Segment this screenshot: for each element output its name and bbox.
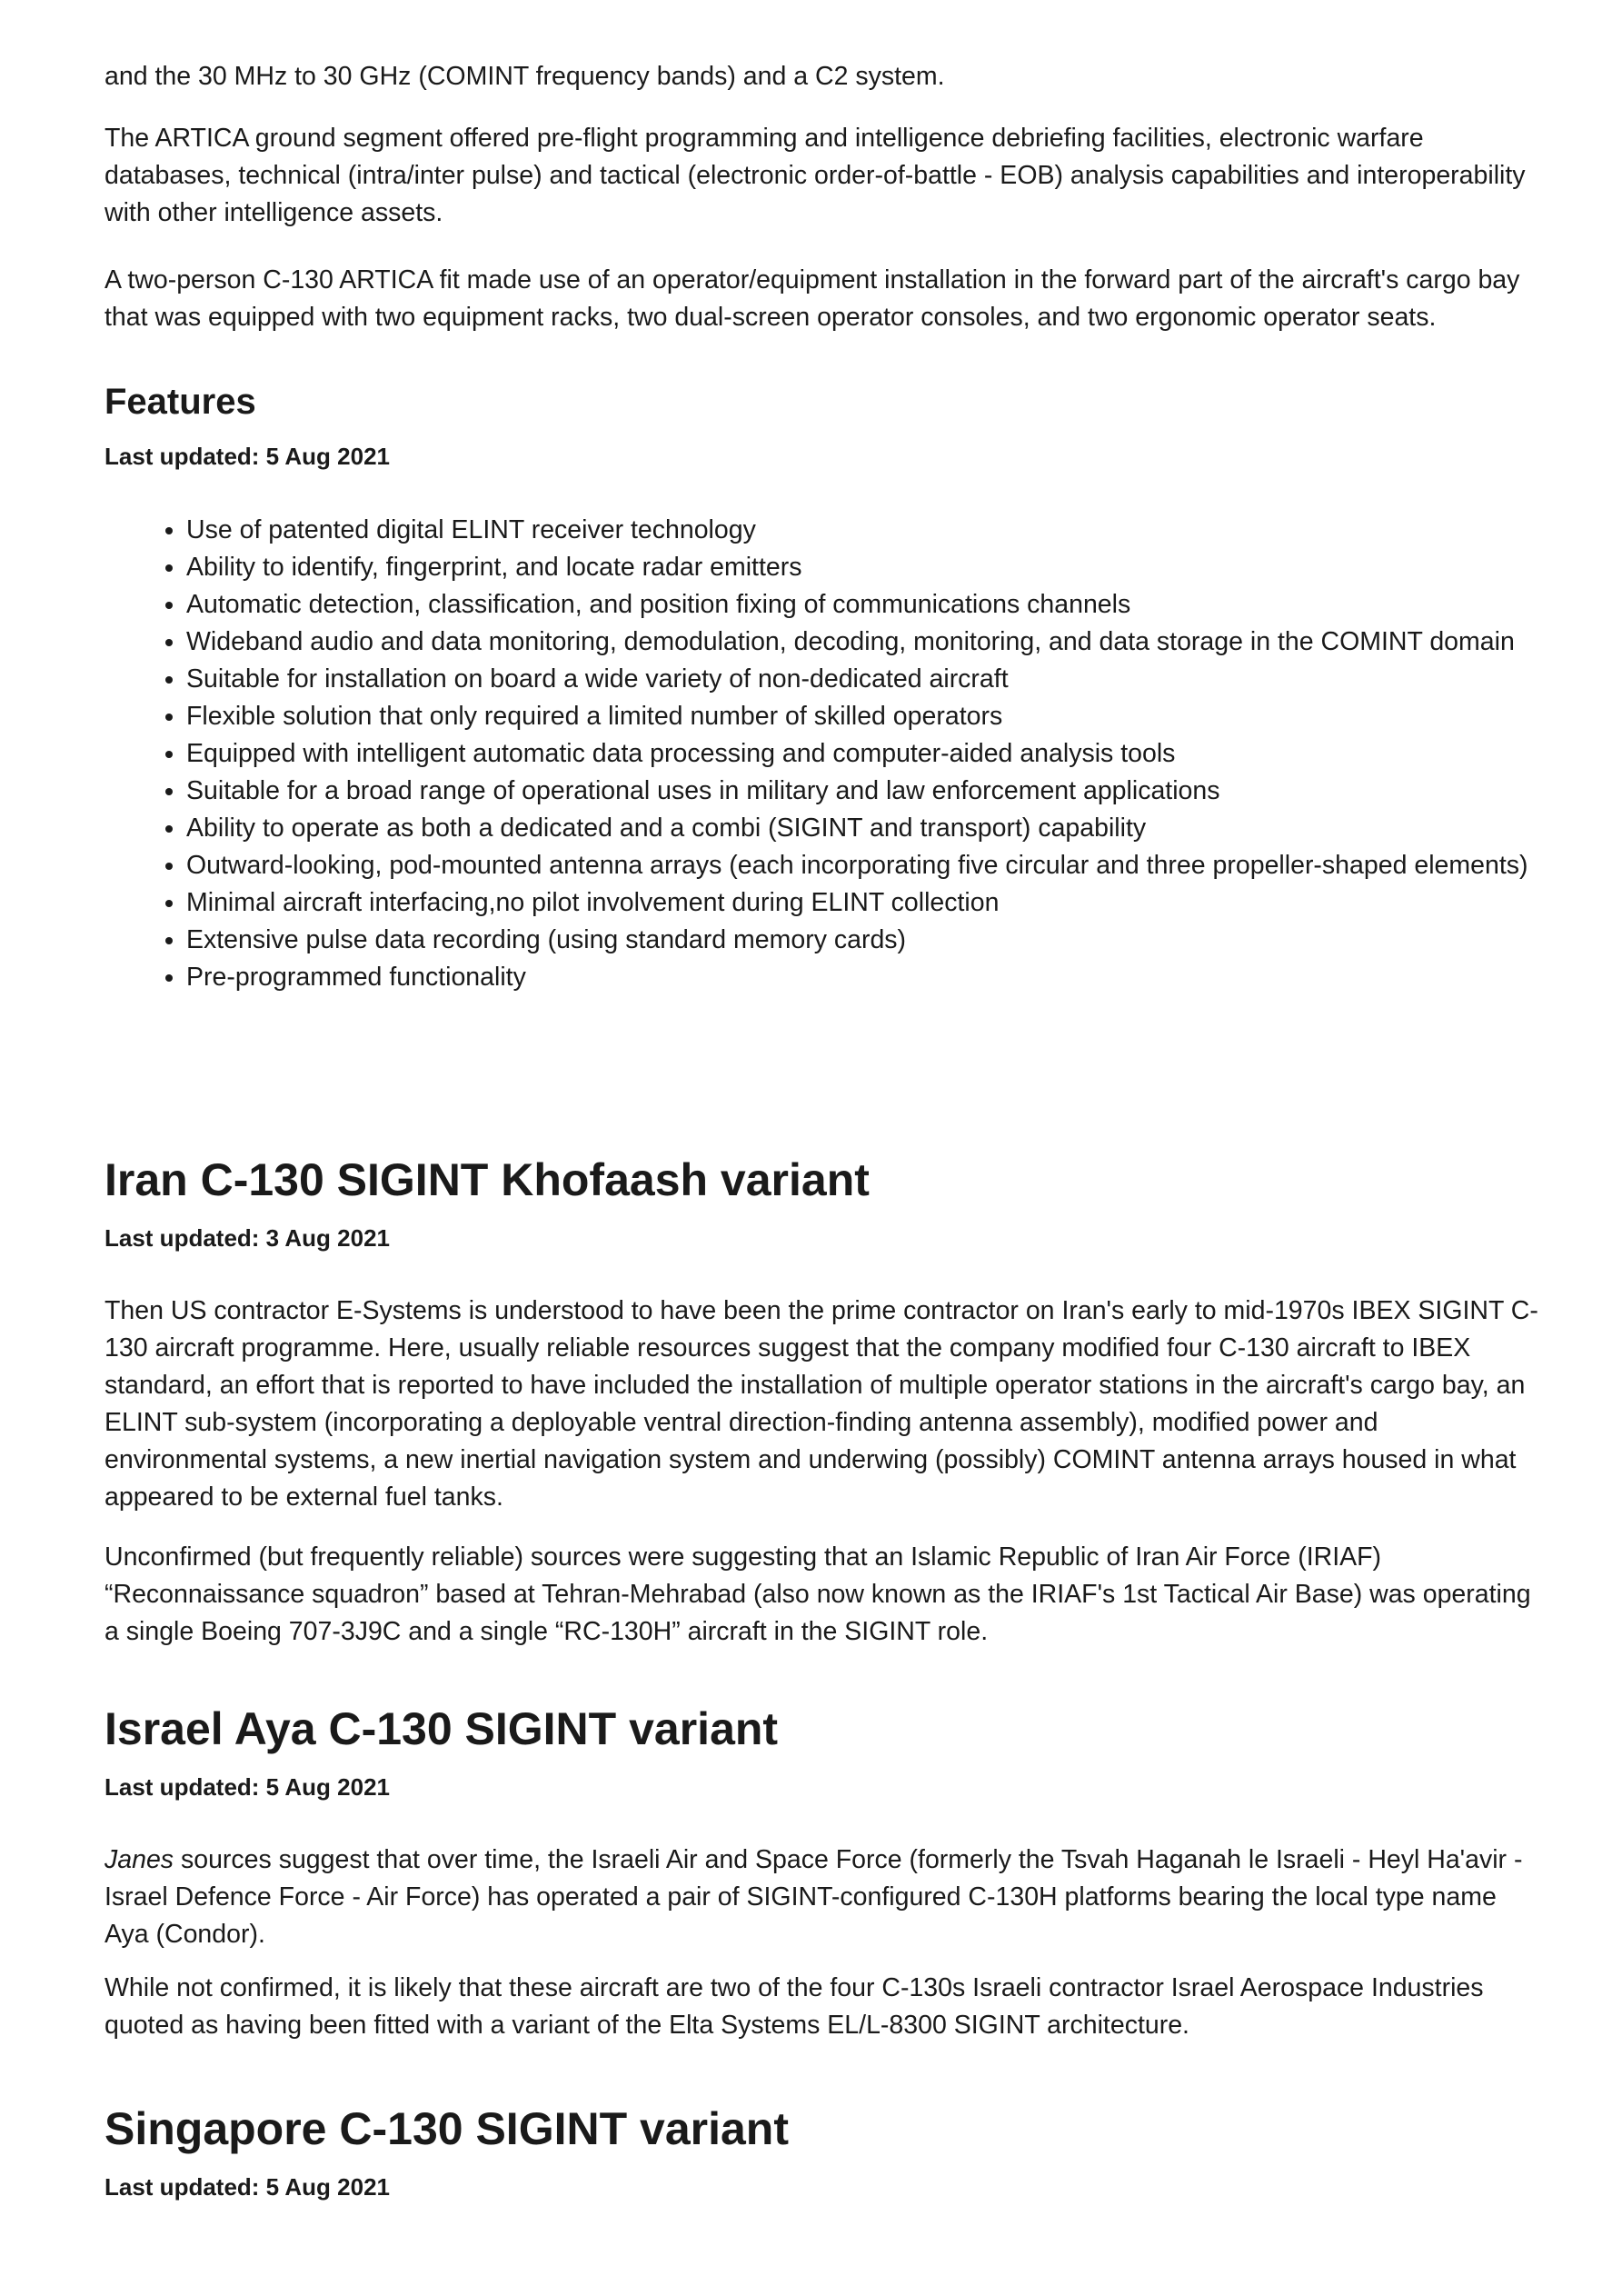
israel-last-updated: Last updated: 5 Aug 2021 xyxy=(104,1773,390,1801)
list-item: • Ability to identify, fingerprint, and locate radar emitters xyxy=(186,549,1622,586)
israel-aya-paragraph xyxy=(104,1842,1540,1953)
list-item: • Minimal aircraft interfacing,no pilot involvement during ELINT collection xyxy=(186,884,1622,922)
cut-off-line: and the 30 MHz to 30 GHz (COMINT frequency bands) and a C2 system. xyxy=(104,62,945,91)
artica-ground-segment-paragraph: The ARTICA ground segment offered pre-flight programming and intelligence debriefing facilities, electronic warfare databases, technical (intra/inter pulse) and tactical (electronic order-of-battle - EOB) analysis capabilities and interoperability with other intelligence assets. xyxy=(104,124,1526,227)
list-item: • Pre-programmed functionality xyxy=(186,959,1622,996)
features-list xyxy=(104,512,1622,996)
iran-last-updated: Last updated: 3 Aug 2021 xyxy=(104,1224,390,1252)
list-item: • Wideband audio and data monitoring, demodulation, decoding, monitoring, and data storage in the COMINT domain xyxy=(186,624,1622,661)
singapore-last-updated: Last updated: 5 Aug 2021 xyxy=(104,2173,390,2201)
list-item: • Outward-looking, pod-mounted antenna arrays (each incorporating five circular and three propeller-shaped elements) xyxy=(186,847,1622,884)
list-item: • Use of patented digital ELINT receiver technology xyxy=(186,512,1622,549)
singapore-section-heading: Singapore C-130 SIGINT variant xyxy=(104,2103,789,2154)
janes-italic-text: Janes xyxy=(104,1845,174,1874)
list-item: • Flexible solution that only required a limited number of skilled operators xyxy=(186,698,1622,735)
list-item: • Suitable for installation on board a wide variety of non-dedicated aircraft xyxy=(186,661,1622,698)
list-item: • Extensive pulse data recording (using standard memory cards) xyxy=(186,922,1622,959)
israel-aya-paragraph-text: sources suggest that over time, the Israeli Air and Space Force (formerly the Tsvah Haganah le Israeli - Heyl Ha'avir - Israel Defence Force - Air Force) has operated a pair of SIGINT-configured C-130H platforms bearing the local type name Aya (Condor). xyxy=(104,1845,1523,1949)
list-item: • Equipped with intelligent automatic data processing and computer-aided analysis tools xyxy=(186,735,1622,773)
list-item: • Automatic detection, classification, and position fixing of communications channels xyxy=(186,586,1622,624)
iran-reconnaissance-paragraph: Unconfirmed (but frequently reliable) sources were suggesting that an Islamic Republic of Iran Air Force (IRIAF) “Reconnaissance squadron” based at Tehran-Mehrabad (also now known as the IRIAF's 1st Tactical Air Base) was operating a single Boeing 707-3J9C and a single “RC-130H” aircraft in the SIGINT role. xyxy=(104,1542,1531,1646)
features-last-updated: Last updated: 5 Aug 2021 xyxy=(104,443,390,470)
iran-section-heading: Iran C-130 SIGINT Khofaash variant xyxy=(104,1154,870,1205)
israel-section-heading: Israel Aya C-130 SIGINT variant xyxy=(104,1703,779,1754)
list-item: • Suitable for a broad range of operational uses in military and law enforcement applications xyxy=(186,773,1622,810)
israel-elta-paragraph: While not confirmed, it is likely that these aircraft are two of the four C-130s Israeli contractor Israel Aerospace Industries quoted as having been fitted with a variant of the Elta Systems EL/L-8300 SIGINT architecture. xyxy=(104,1973,1484,2040)
artica-fit-paragraph: A two-person C-130 ARTICA fit made use of an operator/equipment installation in the forward part of the aircraft's cargo bay that was equipped with two equipment racks, two dual-screen operator consoles, and two ergonomic operator seats. xyxy=(104,265,1520,332)
features-heading: Features xyxy=(104,382,256,422)
iran-ibex-paragraph: Then US contractor E-Systems is understood to have been the prime contractor on Iran's early to mid-1970s IBEX SIGINT C-130 aircraft programme. Here, usually reliable resources suggest that the company modified four C-130 aircraft to IBEX standard, an effort that is reported to have included the installation of multiple operator stations in the aircraft's cargo bay, an ELINT sub-system (incorporating a deployable ventral direction-finding antenna assembly), modified power and environmental systems, a new inertial navigation system and underwing (possibly) COMINT antenna arrays housed in what appeared to be external fuel tanks. xyxy=(104,1296,1538,1512)
list-item: • Ability to operate as both a dedicated and a combi (SIGINT and transport) capability xyxy=(186,810,1622,847)
